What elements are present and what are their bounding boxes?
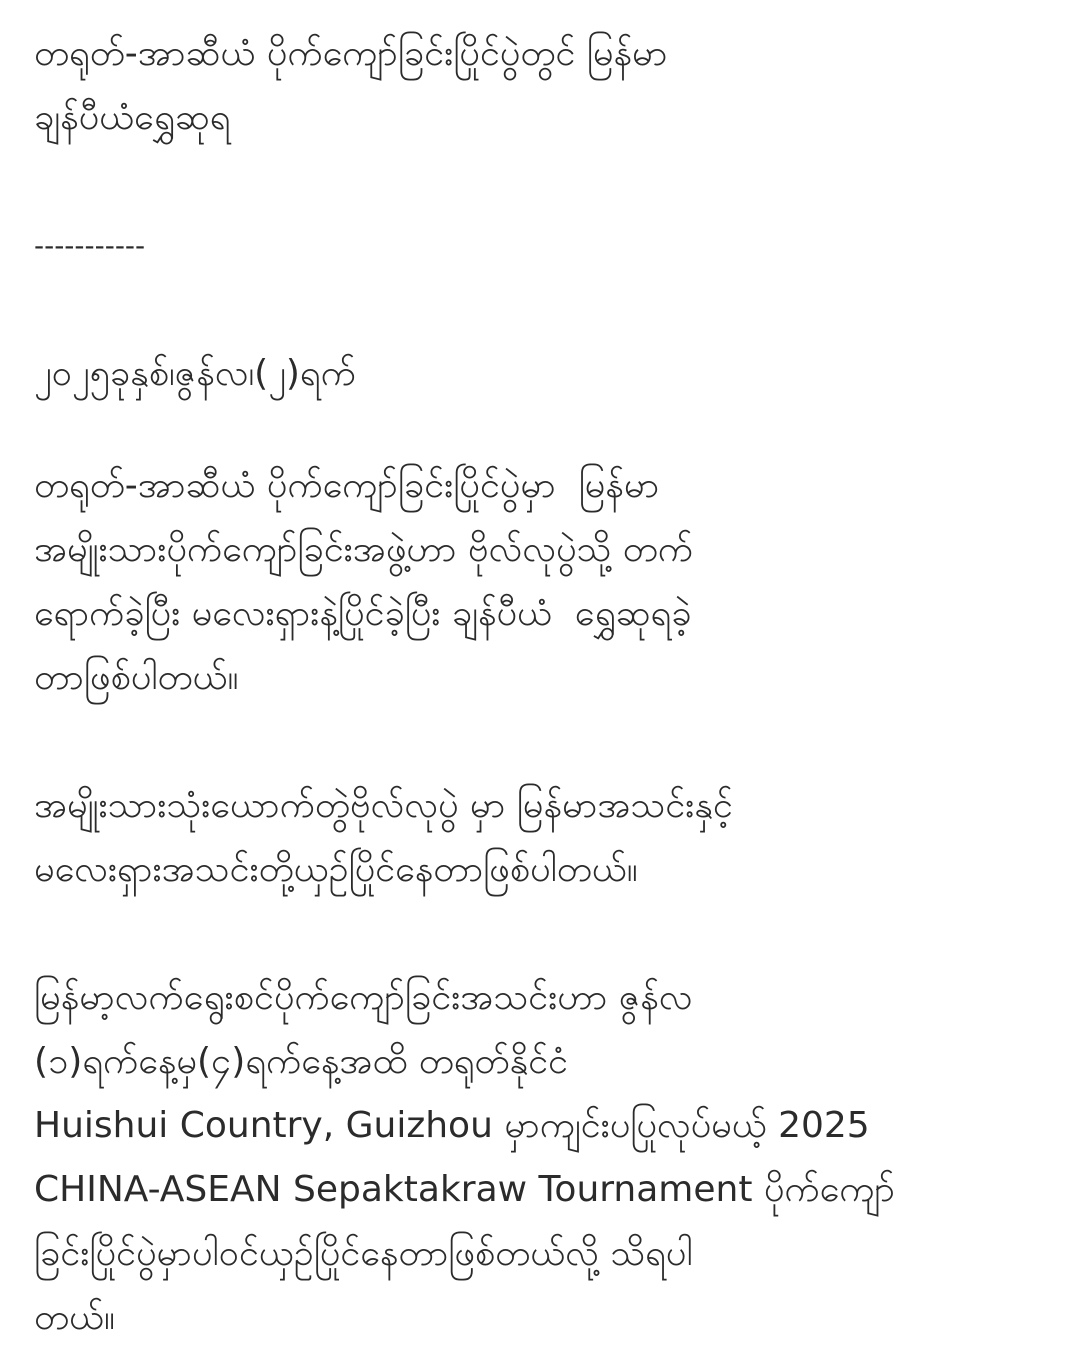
paragraph-3: မြန်မာ့လက်ရွေးစင်ပိုက်ကျော်ခြင်းအသင်းဟာ ဇွန်လ (၁)ရက်နေ့မှ(၄)ရက်နေ့အထိ တရုတ်နိုင်ငံ Huishui Country, Guizhou မှာကျင်းပပြုလုပ်မယ့် 2025 CHINA-ASEAN Sepaktakraw Tournament ပိုက်ကျော် ခြင်းပြိုင်ပွဲမှာပါဝင်ယှဉ်ပြိုင်နေတာဖြစ်တယ်လို့ သိရပါ တယ်။ <box>34 977 895 1338</box>
post-title: တရုတ်-အာဆီယံ ပိုက်ကျော်ခြင်းပြိုင်ပွဲတွင် မြန်မာ ချန်ပီယံရွှေဆုရ <box>34 33 668 138</box>
post-body <box>34 22 1054 1350</box>
divider-line: ----------- <box>34 229 146 262</box>
paragraph-1: တရုတ်-အာဆီယံ ပိုက်ကျော်ခြင်းပြိုင်ပွဲမှာ မြန်မာ အမျိုးသားပိုက်ကျော်ခြင်းအဖွဲ့ဟာ ဗိုလ်လုပွဲသို့ တက် ရောက်ခဲ့ပြီး မလေးရှားနဲ့ပြိုင်ခဲ့ပြီး ချန်ပီယံ ရွှေဆုရခဲ့ တာဖြစ်ပါတယ်။ <box>34 465 694 698</box>
post-date: ၂၀၂၅ခုနှစ်၊ဇွန်လ၊(၂)ရက် <box>34 353 356 394</box>
paragraph-2: အမျိုးသားသုံးယောက်တွဲဗိုလ်လုပွဲ မှာ မြန်မာအသင်းနှင့် မလေးရှားအသင်းတို့ယှဉ်ပြိုင်နေတာဖြစ်ပါတယ်။ <box>34 785 733 890</box>
